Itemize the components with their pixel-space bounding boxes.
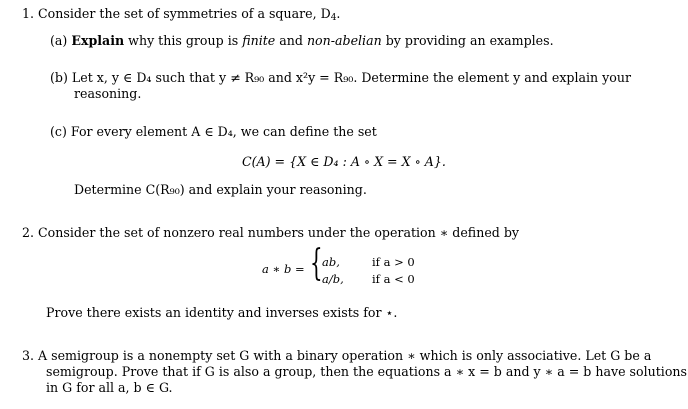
q1-intro-end: . [336,6,341,21]
q1b-text1: Let x, y ∈ D₄ such that y ≠ R₉₀ and x²y = R₉₀. Determine the element y and explain your [71,70,631,85]
q1b-label: (b) [50,70,68,85]
q3-line1 [22,348,651,363]
q1a-label: (a) [50,33,68,48]
q2-piecewise-brace: { [310,243,323,284]
q2-prove: Prove there exists an identity and inverses exists for ⋆. [46,305,398,320]
q1-heading [22,6,340,26]
q1b-line1 [50,70,631,85]
q1c-label: (c) [50,124,67,139]
q2-number: 2. [22,225,35,240]
q1a-finite: finite [242,33,276,48]
q2-case2-value: a/b, [322,272,344,286]
q1c-display-equation: C(A) = {X ∈ D₄ : A ∘ X = X ∘ A}. [242,154,446,169]
q1a-t1: why this group is [124,33,243,48]
q3-text1: A semigroup is a nonempty set G with a binary operation ∗ which is only associative. Let G be a [38,348,652,363]
q2-intro: Consider the set of nonzero real numbers under the operation ∗ defined by [38,225,520,240]
q1-number: 1. [22,6,35,21]
q2-case2-cond: if a < 0 [372,272,415,286]
q1a-t3: by providing an examples. [381,33,554,48]
q2-heading [22,225,519,240]
q3-line2: semigroup. Prove that if G is also a group, then the equations a ∗ x = b and y ∗ a = b have solutions [46,364,687,379]
q1c-line1 [50,124,377,139]
q3-line3: in G for all a, b ∈ G. [46,380,173,395]
q1c-line2: Determine C(R₉₀) and explain your reasoning. [74,182,367,197]
q1-intro: Consider the set of symmetries of a square, D [38,6,331,21]
q1a-nonabelian: non-abelian [306,33,382,48]
q2-case1-cond: if a > 0 [372,255,415,269]
q1a-t2: and [275,33,307,48]
q1a-bold: Explain [71,33,125,48]
q1c-text1: For every element A ∈ D₄, we can define the set [70,124,377,139]
q1a [50,33,554,48]
q3-number: 3. [22,348,35,363]
q2-lhs: a ∗ b = [262,262,305,276]
q1b-line2: reasoning. [74,86,142,101]
q1-group-sub: 4 [330,13,337,23]
q2-case1-value: ab, [322,255,340,269]
